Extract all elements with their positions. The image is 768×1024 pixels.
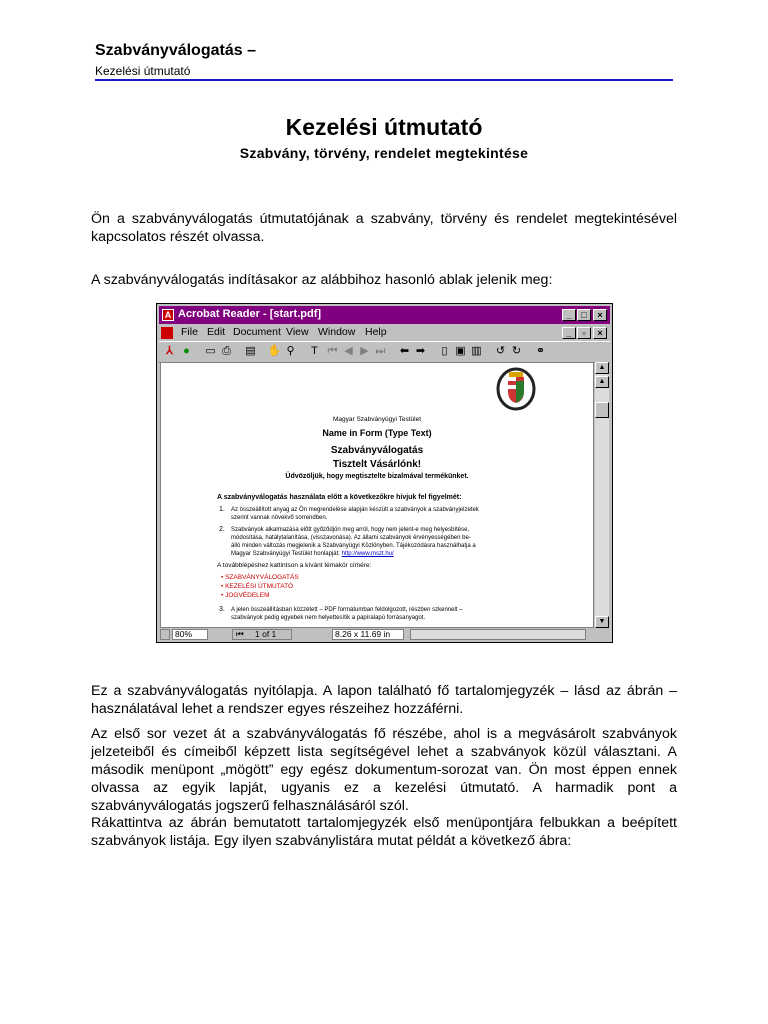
document-title: Kezelési útmutató bbox=[285, 114, 483, 140]
acrobat-logo-icon: ⅄ bbox=[166, 345, 173, 357]
forward-icon[interactable]: ➡ bbox=[415, 345, 426, 357]
coat-of-arms-logo bbox=[491, 367, 541, 413]
page-heading-1: Szabványválogatás bbox=[330, 445, 424, 456]
link-label-2: KEZELÉSI ÚTMUTATÓ bbox=[225, 583, 294, 590]
page-item1-line1: Az összeállított anyag az Ön megrendelése alapján készült a szabványok a szabványjelzetek bbox=[231, 507, 479, 513]
header-title: Szabványválogatás – bbox=[95, 42, 256, 59]
page-item2-line4-text: Magyar Szabványügyi Testület honlapját: bbox=[231, 551, 340, 557]
text-select-icon[interactable]: T bbox=[311, 345, 318, 357]
toolbar bbox=[159, 341, 610, 363]
menu-help[interactable]: Help bbox=[365, 326, 387, 338]
menu-edit[interactable]: Edit bbox=[207, 326, 226, 338]
vertical-scrollbar[interactable] bbox=[595, 362, 609, 628]
globe-icon[interactable]: ● bbox=[183, 345, 190, 357]
fit-width-icon[interactable]: ▥ bbox=[471, 345, 482, 357]
link-label-3: JOGVÉDELEM bbox=[225, 592, 270, 599]
zoom-icon[interactable]: ⚲ bbox=[286, 345, 295, 357]
acrobat-window-screenshot bbox=[156, 303, 613, 643]
window-intro-paragraph: A szabványválogatás indításakor az alábbihoz hasonló ablak jelenik meg: bbox=[91, 272, 553, 288]
window-titlebar bbox=[159, 306, 610, 324]
rotate-left-icon[interactable]: ↺ bbox=[495, 345, 506, 357]
page-link-szabvanyvalogatas[interactable]: • SZABVÁNYVÁLOGATÁS bbox=[221, 574, 299, 581]
open-icon[interactable]: ▭ bbox=[205, 345, 216, 357]
menu-file[interactable]: File bbox=[181, 326, 198, 338]
intro-paragraph: Ön a szabványválogatás útmutatójának a szabvány, törvény és rendelet megtekintésével kapcsolatos részét olvassa. bbox=[91, 211, 677, 245]
menu-bar bbox=[159, 325, 610, 341]
page-name-field: Name in Form (Type Text) bbox=[322, 428, 432, 438]
page-item3-line2: szabványok pedig egyebek nem helyettesítik a papíralapú forrásanyagot. bbox=[231, 615, 426, 621]
paragraph-3: Rákattintva az ábrán bemutatott tartalomjegyzék első menüpontjára felbukkan a beépített szabványok listája. Egy ilyen szabványlistára mutat példát a következő ábra: bbox=[91, 815, 677, 849]
page-indicator bbox=[232, 629, 292, 640]
page-link-kezelesi[interactable]: • KEZELÉSI ÚTMUTATÓ bbox=[221, 583, 294, 590]
actual-size-icon[interactable]: ▯ bbox=[441, 345, 448, 357]
fit-page-icon[interactable]: ▣ bbox=[455, 345, 466, 357]
page-nav-first-icon[interactable]: ⏮ bbox=[236, 629, 244, 639]
doc-restore-icon[interactable]: ▫ bbox=[577, 327, 591, 339]
rotate-right-icon[interactable]: ↻ bbox=[511, 345, 522, 357]
page-item1-line2: szerint vannak növekvő sorrendben. bbox=[231, 515, 328, 521]
page-attention: A szabványválogatás használata előtt a következőkre hívjuk fel figyelmét: bbox=[217, 494, 462, 501]
last-page-icon[interactable]: ⏭ bbox=[375, 345, 386, 357]
bookmarks-icon[interactable]: ▤ bbox=[245, 345, 256, 357]
menu-window[interactable]: Window bbox=[318, 326, 356, 338]
minimize-icon[interactable]: _ bbox=[562, 309, 576, 321]
prev-page-icon[interactable]: ◀ bbox=[344, 345, 353, 357]
first-page-icon[interactable]: ⏮ bbox=[327, 345, 338, 357]
list-number-1: 1. bbox=[219, 506, 225, 513]
menu-document[interactable]: Document bbox=[233, 326, 281, 338]
pdf-page bbox=[160, 362, 594, 628]
next-page-icon[interactable]: ▶ bbox=[360, 345, 369, 357]
paragraph-1: Ez a szabványválogatás nyitólapja. A lapon található fő tartalomjegyzék – lásd az ábrán – használatával lehet a rendszer egyes részeihez hozzáférni. bbox=[91, 683, 677, 717]
hand-icon[interactable]: ✋ bbox=[267, 345, 282, 357]
page-url-link[interactable]: http://www.mszt.hu/ bbox=[341, 551, 394, 557]
navigation-pane-icon[interactable] bbox=[160, 629, 170, 640]
back-icon[interactable]: ⬅ bbox=[399, 345, 410, 357]
close-icon[interactable]: × bbox=[593, 309, 607, 321]
list-number-3: 3. bbox=[219, 606, 225, 613]
acrobat-icon: A bbox=[162, 309, 174, 321]
page-item3-line1: A jelen összeállításban közzétett – PDF formátumban feldolgozott, részben szkennelt – bbox=[231, 607, 463, 613]
menu-view[interactable]: View bbox=[286, 326, 309, 338]
page-size: 8.26 x 11.69 in bbox=[332, 629, 404, 640]
paragraph-2: Az első sor vezet át a szabványválogatás fő részébe, ahol is a megvásárolt szabványok jelzeteiből és címeiből képzett lista segítségével lehet a szabványok közül választani. A második menüpont „mögött” egy egész dokumentum-sorozat van. Ön most éppen ennek olvassa az egyik lapját, ugyanis ez a kezelési útmutató. A harmadik pont a szabványválogatás jogszerű felhasználásáról szól. bbox=[91, 726, 677, 814]
scroll-down-icon[interactable]: ▼ bbox=[595, 616, 609, 628]
page-heading-2: Tisztelt Vásárlónk! bbox=[332, 459, 422, 470]
doc-minimize-icon[interactable]: _ bbox=[562, 327, 576, 339]
page-org: Magyar Szabványügyi Testület bbox=[332, 416, 422, 423]
page-item2-line4 bbox=[231, 550, 394, 558]
list-number-2: 2. bbox=[219, 526, 225, 533]
page-further: A továbblépéshez kattintson a kívánt témakör címére: bbox=[217, 562, 372, 569]
zoom-level[interactable]: 80% bbox=[172, 629, 208, 640]
document-subtitle: Szabvány, törvény, rendelet megtekintése bbox=[239, 145, 529, 161]
page-link-jogvedelem[interactable]: • JOGVÉDELEM bbox=[221, 592, 270, 599]
find-icon[interactable]: ⚭ bbox=[535, 345, 546, 357]
status-bar bbox=[160, 629, 609, 641]
header-subtitle: Kezelési útmutató bbox=[95, 64, 191, 78]
scroll-thumb[interactable] bbox=[595, 402, 609, 418]
page-number[interactable]: 1 of 1 bbox=[255, 629, 277, 639]
header-rule bbox=[95, 79, 673, 81]
document-icon bbox=[161, 327, 173, 339]
horizontal-scrollbar[interactable] bbox=[410, 629, 586, 640]
page-welcome: Üdvözöljük, hogy megtisztelte bizalmával termékünket. bbox=[285, 473, 469, 480]
page-item2-line2: módosítása, hatálytalanítása, (visszavonása). Az állami szabványok érvényességében be- bbox=[231, 535, 471, 541]
doc-close-icon[interactable]: × bbox=[593, 327, 607, 339]
page-item2-line1: Szabványok alkalmazása előtt győződjön meg arról, hogy nem jelent-e meg helyesbítése, bbox=[231, 527, 470, 533]
page-up-icon[interactable]: ▲ bbox=[595, 376, 609, 388]
print-icon[interactable]: ⎙ bbox=[222, 345, 231, 357]
maximize-icon[interactable]: □ bbox=[577, 309, 591, 321]
window-title: Acrobat Reader - [start.pdf] bbox=[178, 308, 322, 320]
page-item2-line3: álló minden változás megjelenik a Szabványügyi Közlönyben. Tájékozódásra használhatja a bbox=[231, 543, 476, 549]
link-label-1: SZABVÁNYVÁLOGATÁS bbox=[225, 574, 299, 581]
scroll-up-icon[interactable]: ▲ bbox=[595, 362, 609, 374]
